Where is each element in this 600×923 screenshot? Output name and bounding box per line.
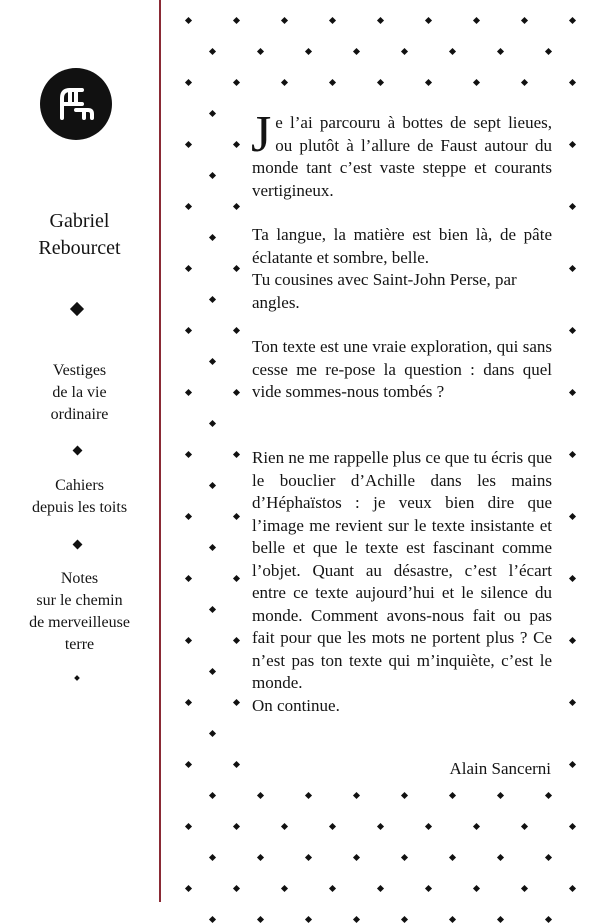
pattern-dot <box>209 234 216 241</box>
pattern-dot <box>569 761 576 768</box>
book-title-line: Cahiers <box>55 477 104 494</box>
diamond-ornament-icon <box>70 302 84 316</box>
pattern-dot <box>209 420 216 427</box>
paragraph-text: Ta langue, la matière est bien là, de pâte éclatante et sombre, belle. <box>252 225 552 267</box>
mm-monogram-icon <box>40 68 112 140</box>
pattern-dot <box>473 79 480 86</box>
pattern-dot <box>425 79 432 86</box>
pattern-dot <box>233 451 240 458</box>
pattern-dot <box>209 296 216 303</box>
pattern-dot <box>449 48 456 55</box>
pattern-dot <box>233 17 240 24</box>
pattern-dot <box>377 885 384 892</box>
pattern-dot <box>521 79 528 86</box>
diamond-ornament-icon <box>74 675 80 681</box>
drop-cap: J <box>251 106 272 163</box>
pattern-dot <box>233 761 240 768</box>
paragraph-2 <box>252 224 552 314</box>
pattern-dot <box>545 48 552 55</box>
pattern-dot <box>377 17 384 24</box>
pattern-dot <box>185 699 192 706</box>
pattern-dot <box>233 575 240 582</box>
pattern-dot <box>545 916 552 923</box>
pattern-dot <box>185 451 192 458</box>
pattern-dot <box>185 637 192 644</box>
author-first-name: Gabriel <box>49 210 110 232</box>
paragraph-4 <box>252 447 552 717</box>
pattern-dot <box>233 327 240 334</box>
pattern-dot <box>545 792 552 799</box>
pattern-dot <box>497 854 504 861</box>
book-title-line: de merveilleuse <box>29 614 130 631</box>
paragraph-1 <box>251 106 552 202</box>
pattern-dot <box>305 48 312 55</box>
pattern-dot <box>473 885 480 892</box>
pattern-dot <box>209 358 216 365</box>
pattern-dot <box>185 141 192 148</box>
author-last-name: Rebourcet <box>38 237 121 259</box>
pattern-dot <box>281 823 288 830</box>
pattern-dot <box>233 203 240 210</box>
pattern-dot <box>209 854 216 861</box>
diamond-ornament-icon <box>73 446 83 456</box>
pattern-dot <box>569 575 576 582</box>
book-title-line: depuis les toits <box>31 499 128 516</box>
pattern-dot <box>449 916 456 923</box>
pattern-dot <box>209 668 216 675</box>
author-name <box>0 208 159 262</box>
pattern-dot <box>329 823 336 830</box>
book-title-vestiges <box>0 360 159 426</box>
pattern-dot <box>569 699 576 706</box>
pattern-dot <box>281 79 288 86</box>
pattern-dot <box>473 17 480 24</box>
pattern-dot <box>233 699 240 706</box>
pattern-dot <box>233 885 240 892</box>
pattern-dot <box>329 17 336 24</box>
pattern-dot <box>209 916 216 923</box>
pattern-dot <box>281 17 288 24</box>
pattern-dot <box>257 854 264 861</box>
book-title-line: sur le chemin <box>36 592 123 609</box>
pattern-dot <box>569 141 576 148</box>
pattern-dot <box>353 792 360 799</box>
book-title-line: terre <box>64 636 95 653</box>
paragraph-text: e l’ai parcouru à bottes de sept lieues, ou plutôt à l’allure de Faust autour du monde tant c’est vaste steppe et courants vertigineux. <box>252 113 552 200</box>
pattern-dot <box>233 79 240 86</box>
paragraph-text: Rien ne me rappelle plus ce que tu écris que le bouclier d’Achille dans les mains d’Héphaïstos : je veux bien dire que l’image me revient sur le texte insistante et belle et que le texte est fascinant comme l’objet. Quant au désastre, c’est l’écart entre ce texte aujourd’hui et le silence du monde. Comment avons-nous fait ou pas fait pour que les mots ne portent plus ? Ce n’est pas ton texte qui m’inquiète, c’est le monde. <box>252 448 552 692</box>
pattern-dot <box>545 854 552 861</box>
pattern-dot <box>185 823 192 830</box>
pattern-dot <box>209 172 216 179</box>
pattern-dot <box>305 854 312 861</box>
pattern-dot <box>401 48 408 55</box>
pattern-dot <box>569 637 576 644</box>
pattern-dot <box>449 854 456 861</box>
pattern-dot <box>257 916 264 923</box>
pattern-dot <box>569 513 576 520</box>
pattern-dot <box>425 17 432 24</box>
pattern-dot <box>425 823 432 830</box>
pattern-dot <box>185 79 192 86</box>
pattern-dot <box>521 17 528 24</box>
book-title-notes <box>0 568 159 656</box>
pattern-dot <box>185 575 192 582</box>
pattern-dot <box>569 389 576 396</box>
book-title-cahiers <box>0 475 159 519</box>
pattern-dot <box>233 389 240 396</box>
pattern-dot <box>473 823 480 830</box>
pattern-dot <box>185 327 192 334</box>
pattern-dot <box>209 606 216 613</box>
pattern-dot <box>497 916 504 923</box>
pattern-dot <box>521 885 528 892</box>
paragraph-3 <box>252 336 552 404</box>
pattern-dot <box>569 17 576 24</box>
pattern-dot <box>353 48 360 55</box>
pattern-dot <box>185 265 192 272</box>
pattern-dot <box>401 792 408 799</box>
pattern-dot <box>209 730 216 737</box>
pattern-dot <box>185 761 192 768</box>
pattern-dot <box>329 79 336 86</box>
pattern-dot <box>569 823 576 830</box>
pattern-dot <box>569 327 576 334</box>
pattern-dot <box>569 885 576 892</box>
pattern-dot <box>209 482 216 489</box>
pattern-dot <box>185 389 192 396</box>
pattern-dot <box>209 48 216 55</box>
pattern-dot <box>185 513 192 520</box>
pattern-dot <box>521 823 528 830</box>
pattern-dot <box>305 916 312 923</box>
pattern-dot <box>233 823 240 830</box>
pattern-dot <box>281 885 288 892</box>
pattern-dot <box>305 792 312 799</box>
pattern-dot <box>185 17 192 24</box>
pattern-dot <box>329 885 336 892</box>
pattern-dot <box>377 823 384 830</box>
pattern-dot <box>209 792 216 799</box>
paragraph-text: Tu cousines avec Saint-John Perse, par angles. <box>252 270 517 312</box>
book-title-line: de la vie <box>52 384 107 401</box>
pattern-dot <box>185 885 192 892</box>
pattern-dot <box>233 637 240 644</box>
pattern-dot <box>401 916 408 923</box>
diamond-ornament-icon <box>73 540 83 550</box>
pattern-dot <box>569 451 576 458</box>
pattern-dot <box>569 79 576 86</box>
pattern-dot <box>185 203 192 210</box>
book-title-line: ordinaire <box>50 406 109 423</box>
pattern-dot <box>353 916 360 923</box>
pattern-dot <box>497 792 504 799</box>
pattern-dot <box>233 141 240 148</box>
pattern-dot <box>209 110 216 117</box>
pattern-dot <box>497 48 504 55</box>
pattern-dot <box>257 792 264 799</box>
left-column <box>0 0 159 902</box>
pattern-dot <box>569 203 576 210</box>
pattern-dot <box>377 79 384 86</box>
book-title-line: Notes <box>60 570 99 587</box>
pattern-dot <box>425 885 432 892</box>
pattern-dot <box>353 854 360 861</box>
pattern-dot <box>401 854 408 861</box>
paragraph-text: Ton texte est une vraie exploration, qui sans cesse me re-pose la question : dans quel vide sommes-nous tombés ? <box>252 337 552 401</box>
pattern-dot <box>233 265 240 272</box>
pattern-dot <box>449 792 456 799</box>
paragraph-text: On continue. <box>252 695 340 715</box>
book-title-line: Vestiges <box>52 362 107 379</box>
pattern-dot <box>233 513 240 520</box>
pattern-dot <box>569 265 576 272</box>
pattern-dot <box>257 48 264 55</box>
pattern-dot <box>209 544 216 551</box>
signature: Alain Sancerni <box>449 759 551 778</box>
